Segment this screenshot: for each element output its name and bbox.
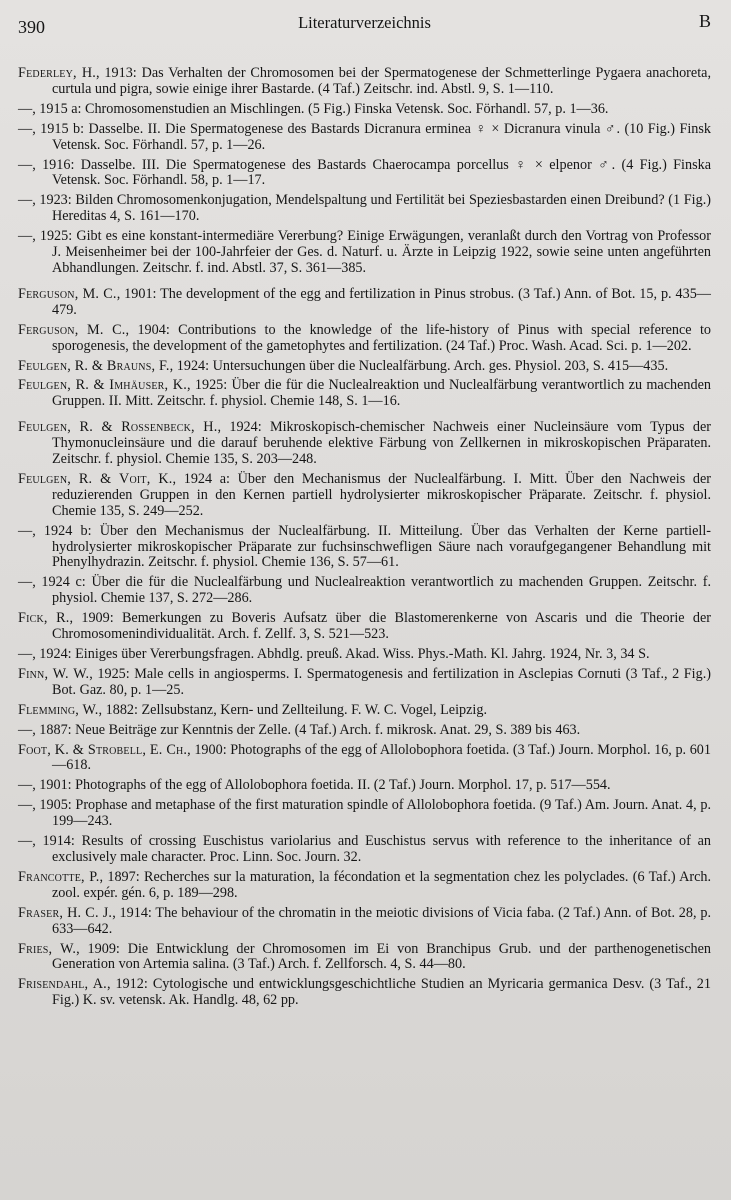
- bibliography-list: [18, 66, 711, 1009]
- bibliography-entry: [18, 942, 711, 974]
- entry-text: —, 1915 a: Chromosomenstudien an Mischlingen. (5 Fig.) Finska Vetensk. Soc. Förhandl. 57, p. 1—36.: [18, 100, 609, 117]
- bibliography-entry: [18, 102, 711, 118]
- entry-author: Fries, W.: [18, 940, 77, 957]
- bibliography-entry: [18, 229, 711, 277]
- entry-author: Ferguson, M. C.: [18, 285, 117, 302]
- entry-author: Fick, R.: [18, 610, 70, 627]
- bibliography-entry: [18, 667, 711, 699]
- entry-author: Feulgen, R. & Imhäuser, K.: [18, 377, 187, 394]
- entry-author: Feulgen, R. & Brauns, F.: [18, 357, 170, 374]
- running-head: Literaturverzeichnis: [298, 13, 431, 32]
- entry-text: , 1882: Zellsubstanz, Kern- und Zellteilung. F. W. C. Vogel, Leipzig.: [98, 701, 487, 718]
- entry-text: , 1914: The behaviour of the chromatin in the meiotic divisions of Vicia faba. (2 Taf.) Ann. of Bot. 28, p. 633—642.: [52, 904, 711, 937]
- section-letter: B: [698, 11, 711, 31]
- entry-text: —, 1905: Prophase and metaphase of the first maturation spindle of Allolobophora foetida. (9 Taf.) Am. Journ. Anat. 4, p. 199—243.: [18, 797, 711, 830]
- entry-text: , 1925: Male cells in angiosperms. I. Spermatogenesis and fertilization in Asclepias Cornuti (3 Taf., 2 Fig.) Bot. Gaz. 80, p. 1—25.: [52, 665, 711, 698]
- bibliography-entry: [18, 977, 711, 1009]
- bibliography-entry: [18, 703, 711, 719]
- entry-text: —, 1887: Neue Beiträge zur Kenntnis der Zelle. (4 Taf.) Arch. f. mikrosk. Anat. 29, S. 389 bis 463.: [18, 721, 581, 738]
- entry-text: , 1904: Contributions to the knowledge of the life-history of Pinus with special reference to sporogenesis, the development of the gametophytes and fertilization. (24 Taf.) Proc. Wash. Acad. Sci. p. 1—202.: [52, 321, 711, 354]
- bibliography-entry: [18, 743, 711, 775]
- page-number: 390: [18, 17, 45, 37]
- entry-text: —, 1923: Bilden Chromosomenkonjugation, Mendelspaltung und Fertilität bei Speziesbastarden einen Dreibund? (1 Fig.) Hereditas 4, S. 161—170.: [18, 192, 711, 225]
- entry-author: Frisendahl, A.: [18, 976, 107, 993]
- entry-text: —, 1925: Gibt es eine konstant-intermediäre Vererbung? Einige Erwägungen, veranlaßt durch den Vortrag von Professor J. Meisenheimer bei der 100-Jahrfeier der Ges. d. Naturf. u. Ärzte in Leipzig 1922, sowie seine unten angeführten Abhandlungen. Zeitschr. f. ind. Abstl. 37, S. 361—385.: [18, 228, 711, 276]
- entry-text: , 1909: Die Entwicklung der Chromosomen im Ei von Branchipus Grub. und der parthenogenetischen Generation von Artemia salina. (3 Taf.) Arch. f. Zellforsch. 4, S. 44—80.: [52, 940, 711, 973]
- entry-author: Finn, W. W.: [18, 665, 90, 682]
- entry-author: Foot, K. & Strobell, E. Ch.: [18, 741, 188, 758]
- entry-text: , 1913: Das Verhalten der Chromosomen bei der Spermatogenese der Schmetterlinge Pygaera anachoreta, curtula und pigra, sowie einige ihrer Bastarde. (4 Taf.) Zeitschr. ind. Abstl. 9, S. 1—110.: [52, 65, 711, 97]
- entry-author: Francotte, P.: [18, 868, 100, 885]
- entry-text: , 1925: Über die für die Nuclealreaktion und Nuclealfärbung verantwortlich zu machenden Gruppen. II. Mitt. Zeitschr. f. physiol. Chemie 148, S. 1—16.: [52, 377, 712, 410]
- entry-text: , 1924: Untersuchungen über die Nuclealfärbung. Arch. ges. Physiol. 203, S. 415—435.: [169, 357, 669, 374]
- bibliography-entry: [18, 778, 711, 794]
- entry-author: Ferguson, M. C.: [18, 321, 126, 338]
- bibliography-entry: [18, 287, 711, 319]
- bibliography-entry: [18, 798, 711, 830]
- entry-text: , 1900: Photographs of the egg of Allolobophora foetida. (3 Taf.) Journ. Morphol. 16, p. 601—618.: [52, 741, 711, 774]
- bibliography-entry: [18, 378, 711, 410]
- entry-text: , 1924 a: Über den Mechanismus der Nuclealfärbung. I. Mitt. Über den Nachweis der reduzierenden Gruppen in den Kernen partiell hydrolysierter mikroskopischer Präparate. Zeitschr. f. physiol. Chemie 135, S. 249—252.: [52, 470, 711, 519]
- bibliography-entry: [18, 66, 711, 98]
- bibliography-entry: [18, 193, 711, 225]
- bibliography-entry: [18, 647, 711, 663]
- entry-author: Flemming, W.: [18, 701, 99, 718]
- entry-text: , 1912: Cytologische und entwicklungsgeschichtliche Studien an Myricaria germanica Desv. (3 Taf., 21 Fig.) K. sv. vetensk. Ak. Handlg. 48, 62 pp.: [52, 976, 711, 1009]
- entry-text: —, 1914: Results of crossing Euschistus variolarius and Euschistus servus with reference to the inheritance of an exclusively male character. Proc. Linn. Soc. Journ. 32.: [18, 833, 711, 865]
- entry-author: Feulgen, R. & Rossenbeck, H.: [18, 419, 218, 436]
- entry-text: —, 1924: Einiges über Vererbungsfragen. Abhdlg. preuß. Akad. Wiss. Phys.-Math. Kl. Jahrg. 1924, Nr. 3, 34 S.: [18, 646, 650, 662]
- bibliography-entry: [18, 420, 711, 468]
- entry-text: , 1897: Recherches sur la maturation, la fécondation et la segmentation chez les polyclades. (6 Taf.) Arch. zool. expér. gén. 6, p. 189—298.: [52, 868, 712, 901]
- bibliography-entry: [18, 323, 711, 355]
- entry-text: —, 1901: Photographs of the egg of Allolobophora foetida. II. (2 Taf.) Journ. Morphol. 17, p. 517—554.: [18, 777, 611, 794]
- page-header: [18, 8, 711, 66]
- bibliography-entry: [18, 906, 711, 938]
- entry-text: —, 1924 c: Über die für die Nuclealfärbung und Nuclealreaktion verantwortlich zu machenden Gruppen. Zeitschr. f. physiol. Chemie 137, S. 272—286.: [18, 574, 711, 607]
- bibliography-entry: [18, 723, 711, 739]
- entry-text: , 1924: Mikroskopisch-chemischer Nachweis einer Nucleinsäure vom Typus der Thymonucleinsäure und die darauf beruhende elektive Färbung von Zellkernen in mikroskopischen Präparaten. Zeitschr. f. physiol. Chemie 135, S. 203—248.: [52, 419, 711, 468]
- entry-text: —, 1916: Dasselbe. III. Die Spermatogenese des Bastards Chaerocampa porcellus ♀ × elpenor ♂. (4 Fig.) Finska Vetensk. Soc. Förhandl. 58, p. 1—17.: [18, 156, 711, 189]
- bibliography-entry: [18, 472, 711, 520]
- entry-author: Federley, H.: [18, 65, 97, 81]
- entry-author: Fraser, H. C. J.: [18, 904, 113, 921]
- bibliography-entry: [18, 524, 711, 572]
- entry-author: Feulgen, R. & Voit, K.: [18, 470, 173, 487]
- bibliography-entry: [18, 834, 711, 866]
- entry-text: —, 1924 b: Über den Mechanismus der Nuclealfärbung. II. Mitteilung. Über das Verhalten der Kerne partiell-hydrolysierter mikroskopischer Präparate zur fuchsinschwefligen Säure nach voraufgegangener Behandlung mit Phenylhydrazin. Zeitschr. f. physiol. Chemie 136, S. 57—61.: [18, 522, 711, 571]
- entry-text: —, 1915 b: Dasselbe. II. Die Spermatogenese des Bastards Dicranura erminea ♀ × Dicranura vinula ♂. (10 Fig.) Finsk Vetensk. Soc. Förhandl. 57, p. 1—26.: [18, 120, 711, 153]
- bibliography-entry: [18, 870, 711, 902]
- bibliography-entry: [18, 575, 711, 607]
- entry-text: , 1909: Bemerkungen zu Boveris Aufsatz über die Blastomerenkerne von Ascaris und die Theorie der Chromosomenindividualität. Arch. f. Zellf. 3, S. 521—523.: [52, 610, 711, 643]
- entry-text: , 1901: The development of the egg and fertilization in Pinus strobus. (3 Taf.) Ann. of Bot. 15, p. 435—479.: [52, 285, 711, 318]
- bibliography-entry: [18, 158, 711, 190]
- bibliography-entry: [18, 611, 711, 643]
- bibliography-entry: [18, 122, 711, 154]
- bibliography-entry: [18, 359, 711, 375]
